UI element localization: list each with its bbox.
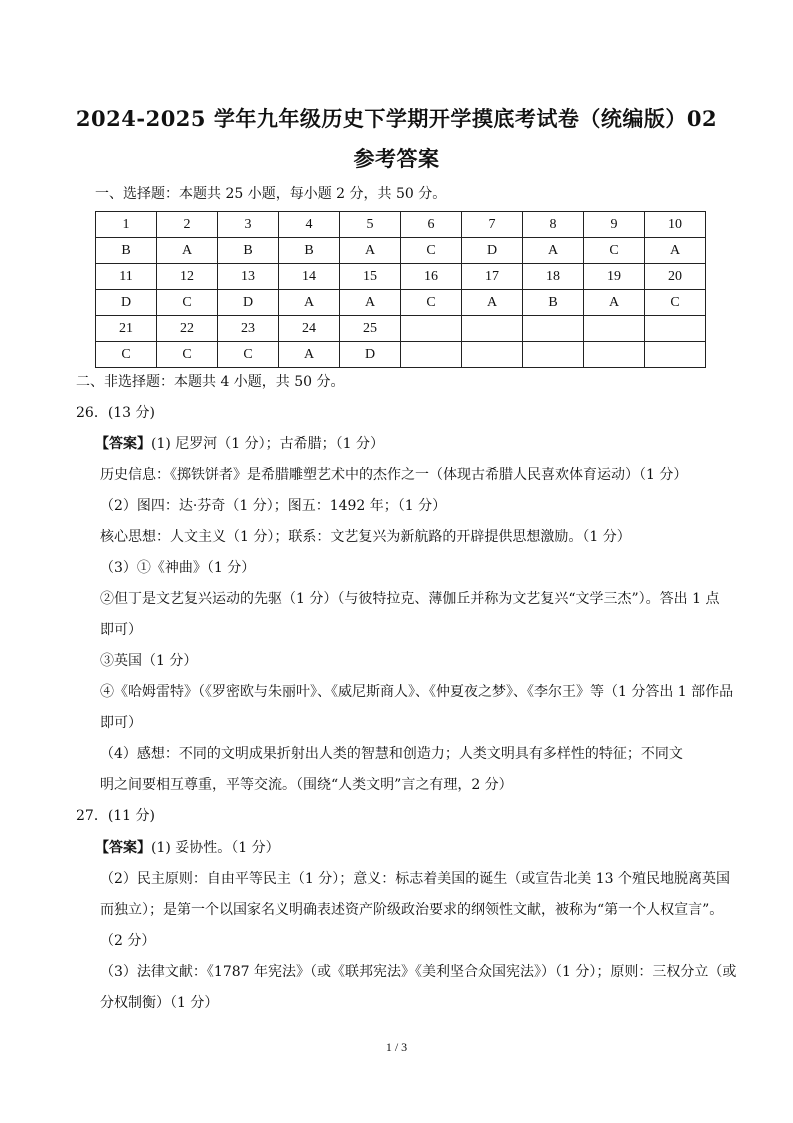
q26-line-12: 明之间要相互尊重，平等交流。（围绕“人类文明”言之有理，2 分） (100, 777, 513, 793)
answer-cell: C (645, 290, 706, 316)
question-number-cell: 15 (340, 264, 401, 290)
answer-tag: 【答案】 (95, 840, 151, 856)
answer-cell (523, 342, 584, 368)
answer-cell: A (340, 238, 401, 264)
question-number-row (96, 316, 706, 342)
answer-cell: D (462, 238, 523, 264)
answer-cell: A (340, 290, 401, 316)
question-number-cell: 18 (523, 264, 584, 290)
question-number-cell: 10 (645, 212, 706, 238)
answer-cell: D (340, 342, 401, 368)
question-number-cell: 19 (584, 264, 645, 290)
answer-cell: C (218, 342, 279, 368)
question-number-cell: 21 (96, 316, 157, 342)
q26-answer-line-1 (95, 434, 384, 454)
question-number-cell (462, 316, 523, 342)
answer-cell: B (279, 238, 340, 264)
question-number-cell: 4 (279, 212, 340, 238)
question-number-cell: 9 (584, 212, 645, 238)
answer-cell: C (96, 342, 157, 368)
answer-cell (462, 342, 523, 368)
question-number-cell: 2 (157, 212, 218, 238)
answer-cell: C (584, 238, 645, 264)
question-number-cell: 3 (218, 212, 279, 238)
question-number-cell: 16 (401, 264, 462, 290)
question-number-cell: 13 (218, 264, 279, 290)
question-number-cell: 7 (462, 212, 523, 238)
answer-cell: C (401, 238, 462, 264)
answer-cell: A (462, 290, 523, 316)
question-number-cell: 20 (645, 264, 706, 290)
answer-cell (401, 342, 462, 368)
question-number-cell: 24 (279, 316, 340, 342)
section1-heading: 一、选择题：本题共 25 小题，每小题 2 分，共 50 分。 (95, 186, 447, 202)
q26-line-10: 即可） (100, 715, 142, 731)
question-number-cell (645, 316, 706, 342)
q27-line-5: （3）法律文献：《1787 年宪法》（或《联邦宪法》《美利坚合众国宪法》）（1 分）；原则：三权分立（或 (100, 964, 737, 980)
question-number-cell: 6 (401, 212, 462, 238)
answer-cell: C (157, 290, 218, 316)
question-number-cell: 25 (340, 316, 401, 342)
question-number-cell: 14 (279, 264, 340, 290)
q27-answer-line-1 (95, 838, 280, 858)
q27-line-4: （2 分） (100, 933, 156, 949)
question-number-cell (584, 316, 645, 342)
q27-line-6: 分权制衡）（1 分） (100, 995, 219, 1011)
answer-row (96, 290, 706, 316)
document-subtitle: 参考答案 (353, 146, 440, 171)
answer-cell: B (523, 290, 584, 316)
answer-cell: C (401, 290, 462, 316)
question-number-cell: 11 (96, 264, 157, 290)
page-number: 1 / 3 (385, 1040, 408, 1054)
q26-line-3: （2）图四：达·芬奇（1 分）；图五：1492 年；（1 分） (100, 498, 447, 514)
answer-cell: D (218, 290, 279, 316)
question-number-cell (401, 316, 462, 342)
answer-cell (645, 342, 706, 368)
answer-cell: A (157, 238, 218, 264)
q27-line-3: 而独立）；是第一个以国家名义明确表述资产阶级政治要求的纲领性文献，被称为“第一个人权宣言”。 (100, 902, 724, 918)
answer-cell: A (645, 238, 706, 264)
answer-cell: A (279, 342, 340, 368)
q26-line-4: 核心思想：人文主义（1 分）；联系：文艺复兴为新航路的开辟提供思想激励。（1 分） (100, 529, 631, 545)
question-number-cell (523, 316, 584, 342)
question-number-cell: 22 (157, 316, 218, 342)
q26-line-6: ②但丁是文艺复兴运动的先驱（1 分）（与彼特拉克、薄伽丘并称为文艺复兴“文学三杰”）。答出 1 点 (100, 591, 720, 607)
q26-number: 26．(13 分) (76, 405, 156, 421)
q27-number: 27．(11 分) (76, 808, 156, 824)
answer-cell: D (96, 290, 157, 316)
answer-row (96, 342, 706, 368)
document-title: 2024-2025 学年九年级历史下学期开学摸底考试卷（统编版）02 (75, 106, 718, 131)
q26-line-11: （4）感想：不同的文明成果折射出人类的智慧和创造力；人类文明具有多样性的特征；不同文 (100, 746, 683, 762)
answer-cell: C (157, 342, 218, 368)
answer-tag: 【答案】 (95, 436, 151, 452)
q27-line-1-text: (1) 妥协性。（1 分） (151, 840, 280, 856)
section2-heading: 二、非选择题：本题共 4 小题，共 50 分。 (76, 374, 345, 390)
q27-line-2: （2）民主原则：自由平等民主（1 分）；意义：标志着美国的诞生（或宣告北美 13 个殖民地脱离英国 (100, 871, 730, 887)
q26-line-7: 即可） (100, 622, 142, 638)
q26-line-9: ④《哈姆雷特》（《罗密欧与朱丽叶》、《威尼斯商人》、《仲夏夜之梦》、《李尔王》等（1 分答出 1 部作品 (100, 684, 734, 700)
q26-line-2: 历史信息：《掷铁饼者》是希腊雕塑艺术中的杰作之一（体现古希腊人民喜欢体育运动）（1 分） (100, 467, 688, 483)
answer-cell: B (96, 238, 157, 264)
question-number-cell: 5 (340, 212, 401, 238)
question-number-cell: 8 (523, 212, 584, 238)
answer-cell: A (279, 290, 340, 316)
q26-line-5: （3）①《神曲》（1 分） (100, 560, 256, 576)
question-number-row (96, 264, 706, 290)
question-number-row (96, 212, 706, 238)
answer-row (96, 238, 706, 264)
answer-cell (584, 342, 645, 368)
question-number-cell: 12 (157, 264, 218, 290)
q26-line-1-text: (1) 尼罗河（1 分）；古希腊；（1 分） (151, 436, 384, 452)
question-number-cell: 17 (462, 264, 523, 290)
question-number-cell: 1 (96, 212, 157, 238)
question-number-cell: 23 (218, 316, 279, 342)
answer-cell: A (584, 290, 645, 316)
answer-cell: B (218, 238, 279, 264)
answer-cell: A (523, 238, 584, 264)
q26-line-8: ③英国（1 分） (100, 653, 198, 669)
answer-table (95, 211, 706, 368)
